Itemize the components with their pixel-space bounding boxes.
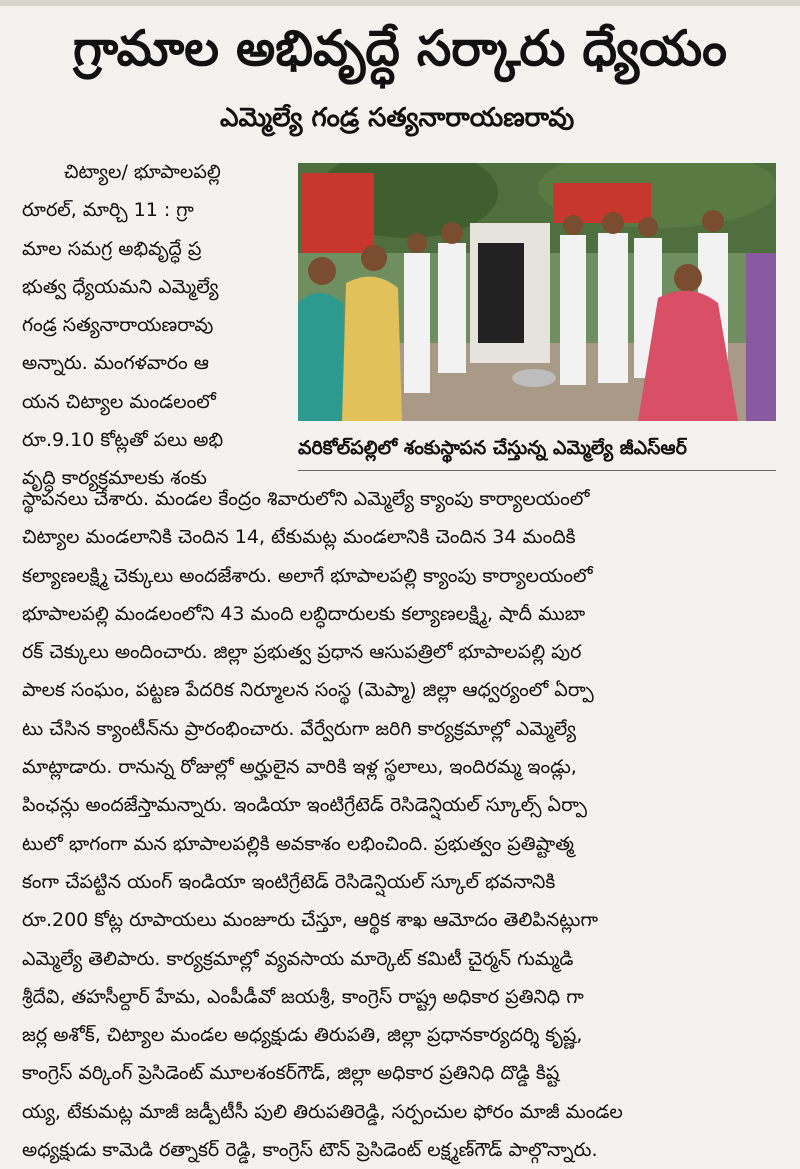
article-line: మాట్లాడారు. రానున్న రోజుల్లో అర్హులైన వారికి ఇళ్ల స్థలాలు, ఇందిరమ్మ ఇండ్లు, <box>22 756 577 779</box>
article-line: రూ.200 కోట్ల రూపాయలు మంజూరు చేస్తూ, ఆర్థిక శాఖ ఆమోదం తెలిపినట్లుగా <box>22 909 598 932</box>
top-rule <box>0 0 800 6</box>
article-line: శ్రీదేవి, తహసీల్దార్ హేమ, ఎంపీడీవో జయశ్రీ, కాంగ్రెస్ రాష్ట్ర అధికార ప్రతినిధి గా <box>22 985 584 1008</box>
article-line: వృద్ధి కార్యక్రమాలకు శంకు <box>22 467 207 490</box>
article-line: చిట్యాల/ భూపాలపల్లి <box>64 161 221 183</box>
article-line: ఎమ్మెల్యే తెలిపారు. కార్యక్రమాల్లో వ్యవసాయ మార్కెట్ కమిటీ చైర్మన్ గుమ్మడి <box>22 947 574 970</box>
article-line: టు చేసిన క్యాంటీన్‌ను ప్రారంభించారు. వేర్వేరుగా జరిగి కార్యక్రమాల్లో ఎమ్మెల్యే <box>22 717 576 740</box>
article-intro-column <box>22 153 284 498</box>
article-line: కాంగ్రెస్ వర్కింగ్ ప్రెసిడెంట్ మూలశంకర్‌గౌడ్, జిల్లా అధికార ప్రతినిధి దొడ్డి కిష్ట <box>22 1062 560 1085</box>
article-body <box>22 480 782 1169</box>
article-line: అధ్యక్షుడు కామెడి రత్నాకర్ రెడ్డి, కాంగ్రెస్ టౌన్ ప్రెసిడెంట్ లక్ష్మణ్‌గౌడ్ పాల్గొన్నారు. <box>22 1139 598 1162</box>
article-line: మాల సమగ్ర అభివృద్ధే ప్ర <box>22 237 202 260</box>
article-line: పింఛన్లు అందజేస్తామన్నారు. ఇండియా ఇంటిగ్రేటెడ్ రెసిడెన్షియల్ స్కూల్స్ ఏర్పా <box>22 794 587 817</box>
byline-text: ఎమ్మెల్యే గండ్ర సత్యనారాయణరావు <box>220 103 575 133</box>
article-line: రూ.9.10 కోట్లతో పలు అభి <box>22 429 224 452</box>
article-line: టులో భాగంగా మన భూపాలపల్లికి అవకాశం లభించింది. ప్రభుత్వం ప్రతిష్టాత్మ <box>22 832 574 855</box>
article-line: యన చిట్యాల మండలంలో <box>22 390 216 413</box>
article-line: భూపాలపల్లి మండలంలోని 43 మంది లబ్ధిదారులకు కల్యాణలక్ష్మి, షాదీ ముబా <box>22 602 586 625</box>
article-line: స్థాపనలు చేశారు. మండల కేంద్రం శివారులోని ఎమ్మెల్యే క్యాంపు కార్యాలయంలో <box>22 488 590 510</box>
byline <box>0 96 800 140</box>
article-line: కల్యాణలక్ష్మి చెక్కులు అందజేశారు. అలాగే భూపాలపల్లి క్యాంపు కార్యాలయంలో <box>22 564 593 587</box>
article-line: జర్ల అశోక్, చిట్యాల మండల అధ్యక్షుడు తిరుపతి, జిల్లా ప్రధానకార్యదర్శి కృష్ణ, <box>22 1024 583 1047</box>
article-line: రూరల్, మార్చి 11 : గ్రా <box>22 199 194 222</box>
article-line: గండ్ర సత్యనారాయణరావు <box>22 314 214 337</box>
news-photo <box>298 163 776 421</box>
article-line: కంగా చేపట్టిన యంగ్ ఇండియా ఇంటిగ్రేటెడ్ రెసిడెన్షియల్ స్కూల్ భవనానికి <box>22 870 556 893</box>
article-line: రక్ చెక్కులు అందించారు. జిల్లా ప్రభుత్వ ప్రధాన ఆసుపత్రిలో భూపాలపల్లి పుర <box>22 641 582 664</box>
headline: గ్రామాల అభివృద్ధే సర్కారు ధ్యేయం <box>73 20 727 77</box>
article-line: పాలక సంఘం, పట్టణ పేదరిక నిర్మూలన సంస్థ (మెప్మా) జిల్లా ఆధ్వర్యంలో ఏర్పా <box>22 679 594 702</box>
article-line: భుత్వ ధ్యేయమని ఎమ్మెల్యే <box>22 275 219 298</box>
article-line: అన్నారు. మంగళవారం ఆ <box>22 352 209 375</box>
article-line: చిట్యాల మండలానికి చెందిన 14, టేకుమట్ల మండలానికి చెందిన 34 మందికి <box>22 526 576 549</box>
photo-caption: వరికోల్‌పల్లిలో శంకుస్థాపన చేస్తున్న ఎమ్మెల్యే జీఎస్‌ఆర్ <box>298 426 776 471</box>
article-line: య్య, టేకుమట్ల మాజీ జడ్పీటీసీ పులి తిరుపతిరెడ్డి, సర్పంచుల ఫోరం మాజీ మండల <box>22 1100 623 1123</box>
foundation-stone-ceremony-photo <box>298 163 776 421</box>
